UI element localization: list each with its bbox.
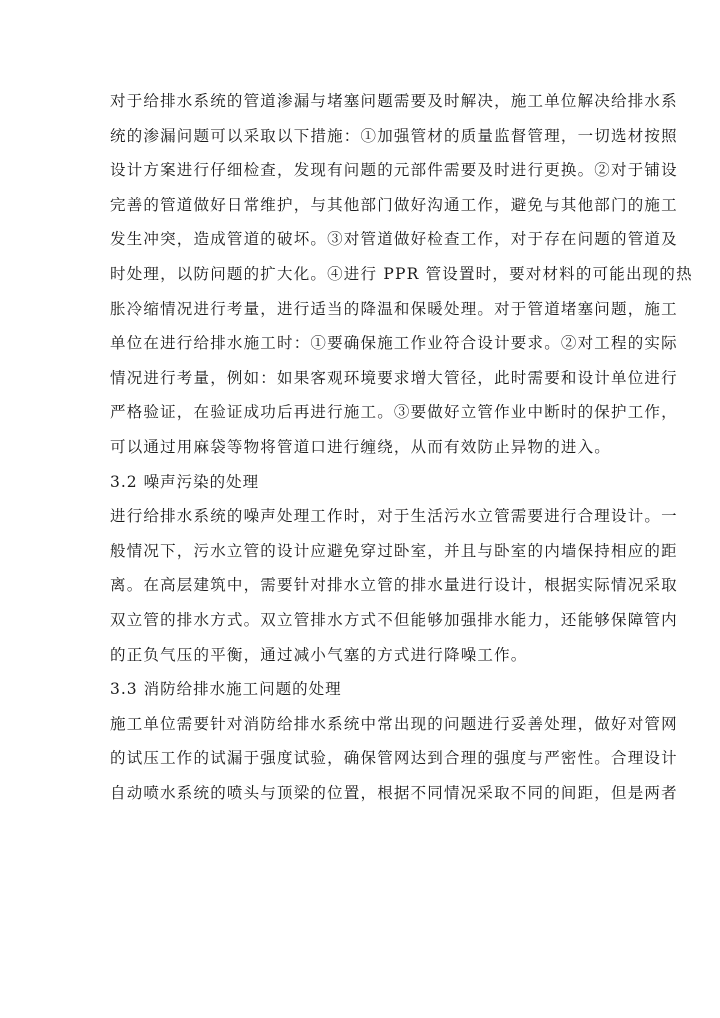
text-line: 施工单位需要针对消防给排水系统中常出现的问题进行妥善处理，做好对管网 — [110, 714, 678, 733]
document-page — [110, 84, 693, 810]
section-heading-fire: 3.3 消防给排水施工问题的处理 — [110, 680, 342, 699]
text-line: 设计方案进行仔细检查，发现有问题的元部件需要及时进行更换。②对于铺设 — [110, 161, 678, 180]
text-line: 胀冷缩情况进行考量，进行适当的降温和保暖处理。对于管道堵塞问题，施工 — [110, 299, 678, 318]
text-line: 单位在进行给排水施工时：①要确保施工作业符合设计要求。②对工程的实际 — [110, 334, 678, 353]
paragraph-pipe-leakage — [110, 84, 693, 465]
text-line: 时处理，以防问题的扩大化。④进行 PPR 管设置时，要对材料的可能出现的热 — [110, 264, 693, 283]
text-line: 情况进行考量，例如：如果客观环境要求增大管径，此时需要和设计单位进行 — [110, 368, 678, 387]
text-line: 的试压工作的试漏于强度试验，确保管网达到合理的强度与严密性。合理设计 — [110, 749, 678, 768]
text-line: 严格验证，在验证成功后再进行施工。③要做好立管作业中断时的保护工作， — [110, 403, 678, 422]
paragraph-fire — [110, 707, 678, 811]
text-line: 对于给排水系统的管道渗漏与堵塞问题需要及时解决，施工单位解决给排水系 — [110, 92, 678, 110]
paragraph-noise — [110, 499, 678, 672]
text-line: 离。在高层建筑中，需要针对排水立管的排水量进行设计，根据实际情况采取 — [110, 576, 678, 595]
text-line: 的正负气压的平衡，通过减小气塞的方式进行降噪工作。 — [110, 645, 528, 664]
text-line: 统的渗漏问题可以采取以下措施：①加强管材的质量监督管理，一切选材按照 — [110, 126, 678, 145]
text-line: 进行给排水系统的噪声处理工作时，对于生活污水立管需要进行合理设计。一 — [110, 507, 678, 526]
text-line: 可以通过用麻袋等物将管道口进行缠绕，从而有效防止异物的进入。 — [110, 437, 612, 456]
section-heading-noise: 3.2 噪声污染的处理 — [110, 472, 260, 491]
text-line: 双立管的排水方式。双立管排水方式不但能够加强排水能力，还能够保障管内 — [110, 610, 678, 629]
text-line: 发生冲突，造成管道的破坏。③对管道做好检查工作，对于存在问题的管道及 — [110, 230, 678, 249]
text-line: 般情况下，污水立管的设计应避免穿过卧室，并且与卧室的内墙保持相应的距 — [110, 541, 678, 560]
text-line: 自动喷水系统的喷头与顶梁的位置，根据不同情况采取不同的间距，但是两者 — [110, 783, 678, 802]
text-line: 完善的管道做好日常维护，与其他部门做好沟通工作，避免与其他部门的施工 — [110, 195, 678, 214]
